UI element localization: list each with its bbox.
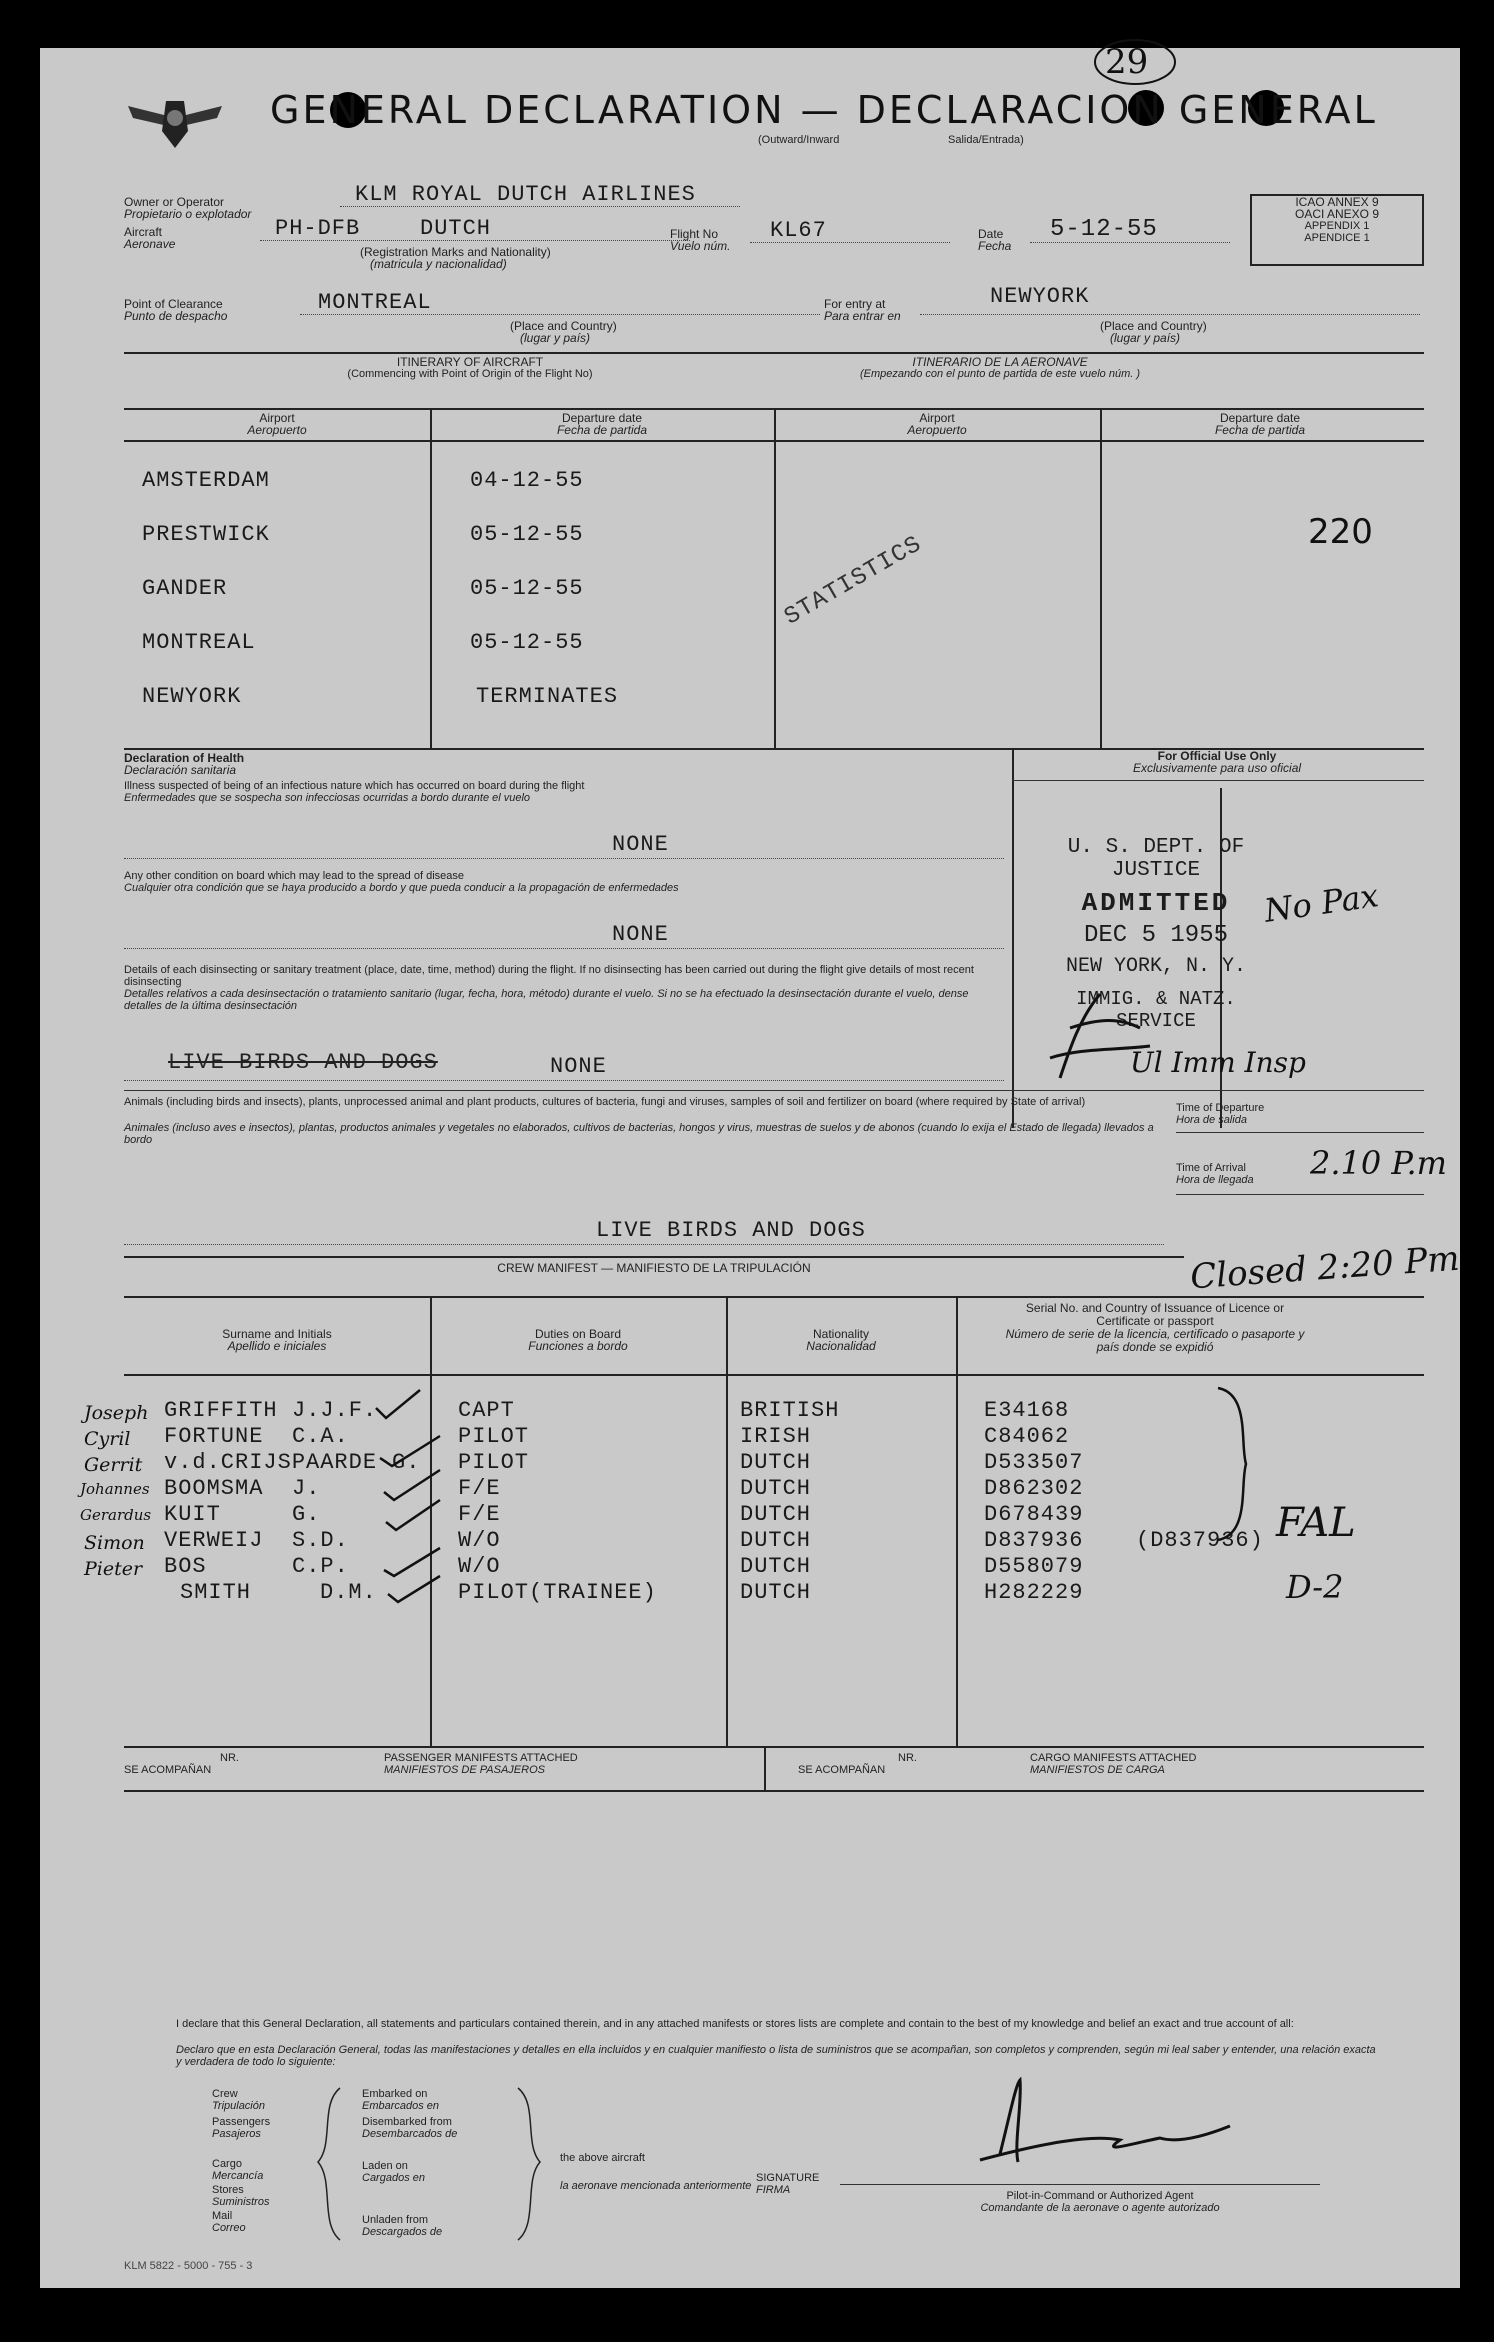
crew-col-name: Surname and Initials <box>222 1327 332 1341</box>
flight-label: Flight No <box>670 227 719 241</box>
crew-title: CREW MANIFEST — MANIFIESTO DE LA TRIPULACIÓN <box>497 1261 811 1275</box>
official-use-title: For Official Use Only <box>1157 749 1277 763</box>
annex-box <box>1250 194 1424 266</box>
crew-col-serial: Serial No. and Country of Issuance of Licence or Certificate or passport <box>1025 1301 1285 1328</box>
crew-surname: GRIFFITH <box>164 1398 278 1423</box>
passenger-manifests-label-es: MANIFIESTOS DE PASAJEROS <box>384 1764 545 1776</box>
aircraft-sub-label: (Registration Marks and Nationality) <box>360 245 551 259</box>
crew-initials: J. <box>292 1476 321 1501</box>
cargo-manifests-label-es: MANIFIESTOS DE CARGA <box>1030 1764 1165 1776</box>
decl-above-aircraft: the above aircraft <box>560 2152 645 2164</box>
aircraft-label: Aircraft <box>124 225 163 239</box>
decl-cargo: Cargo <box>212 2158 242 2170</box>
health-a2: NONE <box>612 922 669 947</box>
crew-col-nationality-es: Nacionalidad <box>806 1339 876 1353</box>
itinerary-airport: MONTREAL <box>142 630 256 655</box>
page-number: 29 <box>1105 42 1149 82</box>
crew-duty: PILOT(TRAINEE) <box>458 1580 657 1605</box>
decl-above-aircraft-es: la aeronave mencionada anteriormente <box>560 2180 752 2192</box>
itinerary-col-airport: Airport <box>259 411 295 425</box>
health-q1-es: Enfermedades que se sospecha son infecciosas ocurridas a bordo durante el vuelo <box>124 792 531 804</box>
annex-line: OACI ANEXO 9 <box>1294 207 1380 221</box>
airline-wings-logo-icon <box>128 86 222 156</box>
crew-surname: BOS <box>164 1554 207 1579</box>
operator-label: Owner or Operator <box>124 195 225 209</box>
crew-given-name: Gerrit <box>84 1454 143 1476</box>
time-arrival-label: Time of Arrival <box>1176 1162 1246 1174</box>
aircraft-nationality: DUTCH <box>420 216 492 241</box>
clearance-label-es: Punto de despacho <box>124 309 228 323</box>
stamp-line: NEW YORK, N. Y. <box>1065 955 1247 978</box>
itinerary-title: ITINERARY OF AIRCRAFT <box>396 355 544 369</box>
annex-line: APENDICE 1 <box>1304 232 1370 244</box>
passenger-nr: NR. <box>220 1752 239 1764</box>
decl-crew: Crew <box>212 2088 238 2100</box>
itinerary-departure: 05-12-55 <box>470 630 584 655</box>
crew-given-name: Cyril <box>84 1428 131 1450</box>
entry-value: NEWYORK <box>990 284 1090 309</box>
crew-initials: D.M. <box>320 1580 377 1605</box>
itinerary-airport: AMSTERDAM <box>142 468 270 493</box>
health-a4: LIVE BIRDS AND DOGS <box>596 1218 866 1243</box>
crew-serial-note: (D837936) <box>1136 1528 1264 1553</box>
crew-initials: S.D. <box>292 1528 349 1553</box>
time-departure-label: Time of Departure <box>1176 1102 1265 1114</box>
crew-nationality: BRITISH <box>740 1398 840 1423</box>
passenger-accompany: SE ACOMPAÑAN <box>124 1764 212 1776</box>
decl-passengers: Passengers <box>212 2116 271 2128</box>
form-number: KLM 5822 - 5000 - 755 - 3 <box>124 2260 253 2272</box>
crew-duty: W/O <box>458 1528 501 1553</box>
crew-given-name: Simon <box>84 1532 145 1554</box>
itinerary-col-departure-2-es: Fecha de partida <box>1214 423 1306 437</box>
flight-label-es: Vuelo núm. <box>670 239 731 253</box>
itinerary-departure: 05-12-55 <box>470 522 584 547</box>
declaration-form <box>40 42 1461 2288</box>
health-a3-struck: LIVE BIRDS AND DOGS <box>168 1050 438 1075</box>
crew-col-serial-es: Número de serie de la licencia, certificado o pasaporte y país donde se expidió <box>1005 1327 1305 1354</box>
health-q3-es: Detalles relativos a cada desinsectación o tratamiento sanitario (lugar, fecha, hora, método) durante el vuelo. Si no se ha efectuado la desinsectación durante el vuelo, dense detalles de la última desinsectación <box>124 988 969 1012</box>
time-departure-label-es: Hora de salida <box>1176 1114 1247 1126</box>
crew-col-name-es: Apellido e iniciales <box>227 1339 327 1353</box>
decl-passengers-es: Pasajeros <box>212 2128 261 2140</box>
itinerary-departure: 04-12-55 <box>470 468 584 493</box>
statistics-stamp: STATISTICS <box>780 530 927 632</box>
crew-nationality: DUTCH <box>740 1476 812 1501</box>
crew-surname: FORTUNE <box>164 1424 264 1449</box>
cargo-nr: NR. <box>898 1752 917 1764</box>
health-q4-es: Animales (incluso aves e insectos), plantas, productos animales y vegetales no elaborados, cultivos de bacterias, hongos y virus, muestras de suelos y de abonos (cuando lo exija el Estado de llegada) llevados a bordo <box>124 1122 1154 1146</box>
entry-label-es: Para entrar en <box>824 309 901 323</box>
crew-duty: W/O <box>458 1554 501 1579</box>
decl-disembarked: Disembarked from <box>362 2116 452 2128</box>
decl-disembarked-es: Desembarcados de <box>362 2128 458 2140</box>
crew-nationality: DUTCH <box>740 1450 812 1475</box>
crew-surname: v.d.CRIJSPAARDE <box>164 1450 378 1475</box>
cargo-manifests-label: CARGO MANIFESTS ATTACHED <box>1030 1752 1197 1764</box>
date-label-es: Fecha <box>978 239 1012 253</box>
crew-surname: VERWEIJ <box>164 1528 264 1553</box>
crew-nationality: DUTCH <box>740 1554 812 1579</box>
decl-unladen: Unladen from <box>362 2214 429 2226</box>
inspector-signature-note: Ul Imm Insp <box>1130 1046 1306 1079</box>
itinerary-subtitle-es: (Empezando con el punto de partida de este vuelo núm. ) <box>859 368 1141 380</box>
crew-serial: D837936 <box>984 1528 1084 1553</box>
crew-serial: D558079 <box>984 1554 1084 1579</box>
declaration-text-es: Declaro que en esta Declaración General, todas las manifestaciones y detalles en ella incluidos y en cualquier manifiesto o lista de suministros que se acompañan, son completos y comprenden, según mi leal saber y entender, una relación exacta y verdadera de todo lo siguiente: <box>176 2044 1376 2068</box>
aircraft-sub-label-es: (matricula y nacionalidad) <box>370 257 507 271</box>
aircraft-registration: PH-DFB <box>275 216 361 241</box>
form-title: GENERAL DECLARATION — DECLARACION GENERAL <box>270 88 1378 132</box>
crew-col-duty: Duties on Board <box>534 1327 622 1341</box>
health-q3: Details of each disinsecting or sanitary treatment (place, date, time, method) during the flight. If no disinsecting has been carried out during the flight give details of most recent disinsecting <box>124 964 974 988</box>
stamp-line: DEC 5 1955 <box>1083 922 1229 949</box>
crew-surname: SMITH <box>180 1580 252 1605</box>
crew-col-nationality: Nationality <box>812 1327 870 1341</box>
entry-label: For entry at <box>824 297 886 311</box>
decl-embarked: Embarked on <box>362 2088 428 2100</box>
operator-label-es: Propietario o explotador <box>124 207 252 221</box>
crew-initials: G. <box>292 1502 321 1527</box>
itinerary-note-number: 220 <box>1308 512 1373 552</box>
crew-duty: F/E <box>458 1502 501 1527</box>
annex-line: APPENDIX 1 <box>1304 220 1370 232</box>
crew-given-name: Gerardus <box>80 1506 152 1524</box>
crew-given-name: Pieter <box>84 1558 143 1580</box>
health-q1: Illness suspected of being of an infectious nature which has occurred on board during the flight <box>124 780 585 792</box>
declaration-text: I declare that this General Declaration, all statements and particulars contained therein, and in any attached manifests or stores lists are complete and contain to the best of my knowledge and belief an exact and true account of all: <box>176 2018 1294 2030</box>
itinerary-airport: GANDER <box>142 576 228 601</box>
operator-value: KLM ROYAL DUTCH AIRLINES <box>355 182 696 207</box>
crew-nationality: DUTCH <box>740 1502 812 1527</box>
itinerary-col-departure-2: Departure date <box>1219 411 1301 425</box>
crew-duty: F/E <box>458 1476 501 1501</box>
health-title: Declaration of Health <box>124 751 245 765</box>
signature-label-es: FIRMA <box>756 2184 791 2196</box>
direction-inward: Salida/Entrada) <box>948 134 1024 146</box>
decl-laden: Laden on <box>362 2160 408 2172</box>
crew-serial: H282229 <box>984 1580 1084 1605</box>
crew-nationality: DUTCH <box>740 1580 812 1605</box>
crew-surname: KUIT <box>164 1502 221 1527</box>
health-q4: Animals (including birds and insects), plants, unprocessed animal and plant products, cultures of bacteria, fungi and viruses, samples of soil and fertilizer on board (where required by State of arrival) <box>124 1096 1086 1108</box>
date-label: Date <box>978 227 1004 241</box>
crew-initials: J.J.F. <box>292 1398 378 1423</box>
cargo-accompany: SE ACOMPAÑAN <box>798 1764 886 1776</box>
official-handwritten-note: No Pax <box>1261 876 1381 930</box>
captain-signature-icon <box>960 2074 1240 2174</box>
clearance-sub-es: (lugar y país) <box>520 331 591 345</box>
annex-line: ICAO ANNEX 9 <box>1295 195 1379 209</box>
crew-nationality: IRISH <box>740 1424 812 1449</box>
page-number-circle-icon <box>1090 34 1180 94</box>
health-a1: NONE <box>612 832 669 857</box>
crew-serial: D533507 <box>984 1450 1084 1475</box>
signature-label: SIGNATURE <box>756 2172 820 2184</box>
entry-sub-es: (lugar y país) <box>1110 331 1181 345</box>
itinerary-title-es: ITINERARIO DE LA AERONAVE <box>912 355 1088 369</box>
itinerary-col-departure: Departure date <box>561 411 643 425</box>
health-a3: NONE <box>550 1054 607 1079</box>
stamp-line: U. S. DEPT. OF JUSTICE <box>1067 836 1245 882</box>
aircraft-label-es: Aeronave <box>124 237 176 251</box>
entry-sub: (Place and Country) <box>1100 319 1207 333</box>
crew-initials: C.A. <box>292 1424 349 1449</box>
crew-serial: C84062 <box>984 1424 1070 1449</box>
date-value: 5-12-55 <box>1050 216 1158 243</box>
time-arrival-label-es: Hora de llegada <box>1176 1174 1254 1186</box>
crew-initials: G. <box>392 1450 421 1475</box>
decl-mail-es: Correo <box>212 2222 246 2234</box>
crew-duty: CAPT <box>458 1398 515 1423</box>
decl-stores-es: Suministros <box>212 2196 270 2208</box>
decl-cargo-es: Mercancía <box>212 2170 264 2182</box>
crew-serial: D862302 <box>984 1476 1084 1501</box>
closed-note: Closed 2:20 Pm <box>1188 1238 1461 1298</box>
crew-col-duty-es: Funciones a bordo <box>528 1339 628 1353</box>
stamp-line: ADMITTED <box>1081 888 1231 918</box>
crew-margin-note: D-2 <box>1286 1568 1344 1606</box>
itinerary-subtitle: (Commencing with Point of Origin of the Flight No) <box>347 368 593 380</box>
clearance-value: MONTREAL <box>318 290 432 315</box>
decl-embarked-es: Embarcados en <box>362 2100 440 2112</box>
flight-number: KL67 <box>770 218 827 243</box>
decl-crew-es: Tripulación <box>212 2100 265 2112</box>
decl-stores: Stores <box>212 2184 244 2196</box>
brace-icon <box>1210 1384 1260 1544</box>
crew-given-name: Joseph <box>84 1402 149 1424</box>
crew-serial: E34168 <box>984 1398 1070 1423</box>
check-marks-icon <box>370 1388 460 1608</box>
decl-mail: Mail <box>212 2210 233 2222</box>
official-use-title-es: Exclusivamente para uso oficial <box>1132 761 1302 775</box>
pilot-in-command-label: Pilot-in-Command or Authorized Agent <box>1006 2190 1194 2202</box>
crew-duty: PILOT <box>458 1424 530 1449</box>
time-arrival-value: 2.10 P.m <box>1310 1144 1447 1182</box>
crew-margin-note: FAL <box>1276 1500 1356 1546</box>
clearance-sub: (Place and Country) <box>510 319 617 333</box>
direction-outward: (Outward/Inward <box>758 134 840 146</box>
crew-given-name: Johannes <box>80 1480 150 1498</box>
crew-duty: PILOT <box>458 1450 530 1475</box>
itinerary-departure: TERMINATES <box>476 684 619 709</box>
brace-icon <box>510 2084 550 2244</box>
passenger-manifests-label: PASSENGER MANIFESTS ATTACHED <box>384 1752 578 1764</box>
health-title-es: Declaración sanitaria <box>124 763 237 777</box>
health-q2: Any other condition on board which may lead to the spread of disease <box>124 870 464 882</box>
itinerary-col-airport-es: Aeropuerto <box>247 423 307 437</box>
crew-serial: D678439 <box>984 1502 1084 1527</box>
pilot-in-command-label-es: Comandante de la aeronave o agente autorizado <box>980 2202 1220 2214</box>
itinerary-col-departure-es: Fecha de partida <box>556 423 648 437</box>
decl-laden-es: Cargados en <box>362 2172 425 2184</box>
crew-nationality: DUTCH <box>740 1528 812 1553</box>
itinerary-col-airport-2: Airport <box>919 411 955 425</box>
stamp-line: IMMIG. & NATZ. SERVICE <box>1076 988 1236 1032</box>
decl-unladen-es: Descargados de <box>362 2226 443 2238</box>
itinerary-col-airport-2-es: Aeropuerto <box>907 423 967 437</box>
itinerary-airport: NEWYORK <box>142 684 242 709</box>
itinerary-departure: 05-12-55 <box>470 576 584 601</box>
brace-icon <box>310 2084 350 2244</box>
health-q2-es: Cualquier otra condición que se haya producido a bordo y que pueda conducir a la propagación de enfermedades <box>124 882 679 894</box>
itinerary-airport: PRESTWICK <box>142 522 270 547</box>
clearance-label: Point of Clearance <box>124 297 223 311</box>
crew-initials: C.P. <box>292 1554 349 1579</box>
crew-surname: BOOMSMA <box>164 1476 264 1501</box>
